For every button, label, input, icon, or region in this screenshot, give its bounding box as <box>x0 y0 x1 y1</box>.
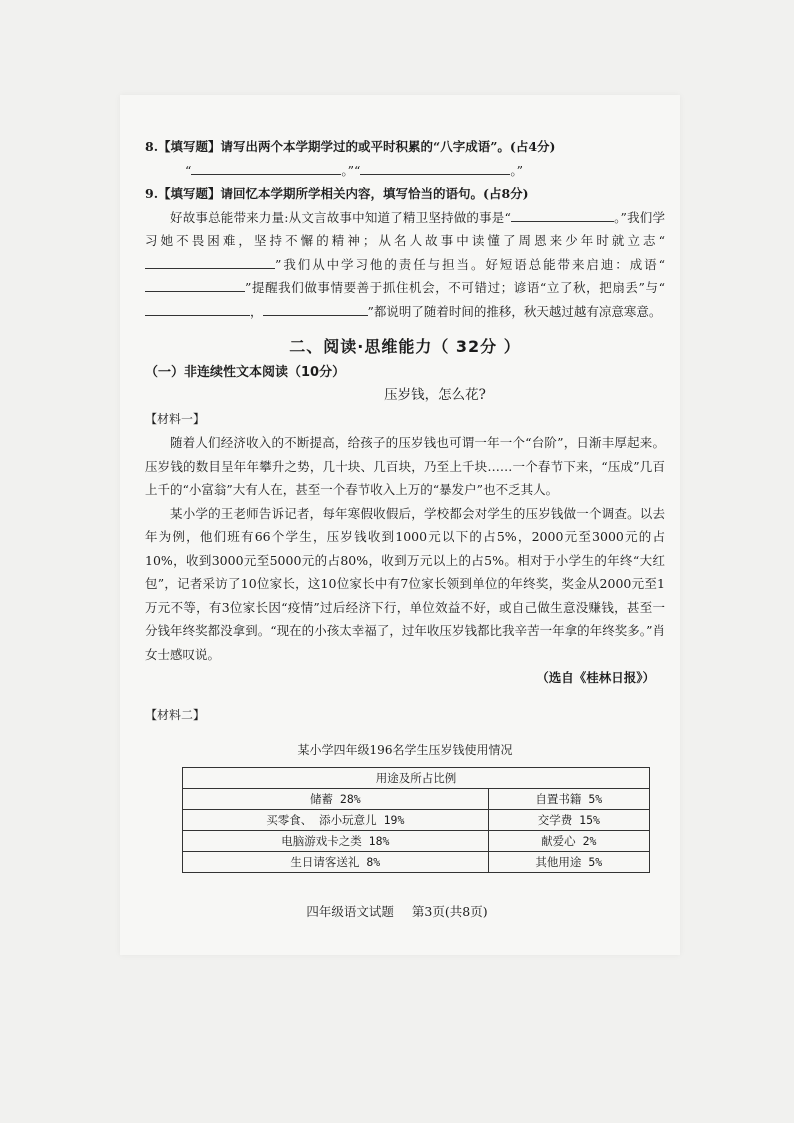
answer-blank[interactable] <box>145 277 245 292</box>
material-1-label: 【材料一】 <box>145 411 206 426</box>
material-1-paragraph-2: 某小学的王老师告诉记者，每年寒假收假后，学校都会对学生的压岁钱做一个调查。以去年为例，他们班有66个学生，压岁钱收到1000元以下的占5%，2000元至3000元的占10%，收到3000元至5000元的占80%，收到万元以上的占5%。相对于小学生的年终“大红包”，记者采访了10位家长，这10位家长中有7位家长领到单位的年终奖，奖金从2000元至1万元不等，有3位家长因“疫情”过后经济下行，单位效益不好，或自己做生意没赚钱，甚至一分钱年终奖都没拿到。“现在的小孩太幸福了，过年收压岁钱都比我辛苦一年拿的年终奖多。”肖女士感叹说。 <box>145 505 665 662</box>
footer-subject: 四年级语文试题 <box>306 904 394 919</box>
table-row <box>183 788 650 809</box>
table-cell: 电脑游戏卡之类 18% <box>183 830 489 851</box>
section-title: 二、阅读·思维能力（ 32分 ） <box>289 337 521 356</box>
table-cell: 储蓄 28% <box>183 788 489 809</box>
source-citation: （选自《桂林日报》） <box>536 670 655 685</box>
question-9: 9.【填写题】请回忆本学期所学相关内容，填写恰当的语句。(占8分) <box>145 186 529 201</box>
table-cell: 生日请客送礼 8% <box>183 851 489 872</box>
table-header: 用途及所占比例 <box>183 767 650 788</box>
page-content <box>145 135 665 873</box>
answer-blank[interactable] <box>263 301 368 316</box>
table-cell: 买零食、 添小玩意儿 19% <box>183 809 489 830</box>
article-title: 压岁钱，怎么花? <box>384 387 486 403</box>
answer-blank[interactable] <box>145 301 250 316</box>
answer-blank[interactable] <box>191 160 341 175</box>
table-header-row <box>183 767 650 788</box>
question-8: 8.【填写题】请写出两个本学期学过的或平时积累的“八字成语”。(占4分) <box>145 139 556 154</box>
material-1-paragraph-1: 随着人们经济收入的不断提高，给孩子的压岁钱也可谓一年一个“台阶”，日渐丰厚起来。压岁钱的数目呈年年攀升之势，几十块、几百块，乃至上千块……一个春节下来，“压成”几百上千的“小富翁”大有人在，甚至一个春节收入上万的“暴发户”也不乏其人。 <box>145 435 665 497</box>
table-cell: 自置书籍 5% <box>488 788 649 809</box>
table-row <box>183 851 650 872</box>
answer-blank[interactable] <box>145 254 275 269</box>
table-cell: 其他用途 5% <box>488 851 649 872</box>
usage-table <box>182 767 650 873</box>
page-footer <box>0 902 794 920</box>
table-row <box>183 809 650 830</box>
answer-blank[interactable] <box>550 207 614 222</box>
table-row <box>183 830 650 851</box>
subsection-title: （一）非连续性文本阅读（10分） <box>145 364 346 380</box>
question-9-body: 好故事总能带来力量:从文言故事中知道了精卫坚持做的事是“ 。”我们学习她不畏困难，坚持不懈的精神；从名人故事中读懂了周恩来少年时就立志“”我们从中学习他的责任与担当。好短语总能带来启迪：成语“”提醒我们做事情要善于抓住机会，不可错过；谚语“立了秋，把扇丢”与“， ”都说明了随着时间的推移，秋天越过越有凉意寒意。 <box>145 206 665 324</box>
table-cell: 献爱心 2% <box>488 830 649 851</box>
question-8-answer-line: “ 。”“ 。” <box>145 159 665 183</box>
material-2-label: 【材料二】 <box>145 707 206 722</box>
footer-page-number: 第3页(共8页) <box>411 904 488 919</box>
table-caption: 某小学四年级196名学生压岁钱使用情况 <box>297 743 513 757</box>
table-cell: 交学费 15% <box>488 809 649 830</box>
answer-blank[interactable] <box>360 160 510 175</box>
